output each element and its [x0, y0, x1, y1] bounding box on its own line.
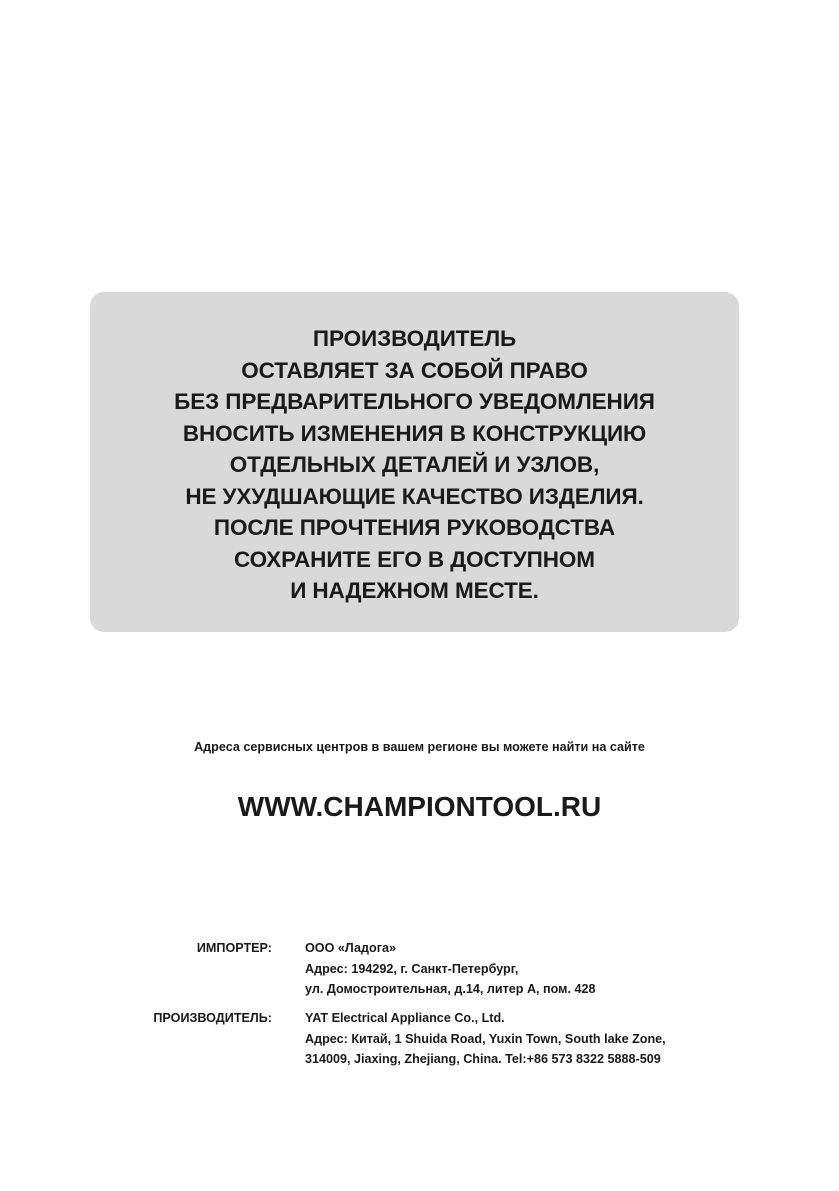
manufacturer-line: Адрес: Китай, 1 Shuida Road, Yuxin Town, South lake Zone, — [305, 1031, 666, 1046]
notice-text — [90, 323, 739, 607]
notice-line: ПОСЛЕ ПРОЧТЕНИЯ РУКОВОДСТВА — [213, 515, 616, 540]
manufacturer-label: ПРОИЗВОДИТЕЛЬ: — [153, 1011, 272, 1025]
importer-line: Адрес: 194292, г. Санкт-Петербург, — [305, 961, 519, 976]
notice-line: СОХРАНИТЕ ЕГО В ДОСТУПНОМ — [234, 546, 595, 572]
importer-line: ООО «Ладога» — [305, 941, 396, 955]
service-centers-text: Адреса сервисных центров в вашем регионе вы можете найти на сайте — [194, 740, 645, 754]
notice-box — [90, 292, 739, 632]
importer-details — [305, 938, 596, 1000]
importer-line: ул. Домостроительная, д.14, литер А, пом. 428 — [305, 982, 596, 996]
notice-line: ПРОИЗВОДИТЕЛЬ — [312, 326, 517, 351]
notice-line: НЕ УХУДШАЮЩИЕ КАЧЕСТВО ИЗДЕЛИЯ. — [185, 483, 644, 509]
notice-line: И НАДЕЖНОМ МЕСТЕ. — [290, 578, 539, 603]
website-link[interactable]: WWW.CHAMPIONTOOL.RU — [237, 791, 602, 822]
manufacturer-line: YAT Electrical Appliance Co., Ltd. — [305, 1011, 505, 1025]
manufacturer-details — [305, 1008, 666, 1070]
manufacturer-line: 314009, Jiaxing, Zhejiang, China. Tel:+86 573 8322 5888-509 — [305, 1052, 661, 1066]
importer-label: ИМПОРТЕР: — [196, 941, 272, 955]
notice-line: БЕЗ ПРЕДВАРИТЕЛЬНОГО УВЕДОМЛЕНИЯ — [174, 389, 655, 414]
notice-line: ВНОСИТЬ ИЗМЕНЕНИЯ В КОНСТРУКЦИЮ — [182, 420, 647, 446]
notice-line: ОСТАВЛЯЕТ ЗА СОБОЙ ПРАВО — [241, 357, 588, 383]
notice-line: ОТДЕЛЬНЫХ ДЕТАЛЕЙ И УЗЛОВ, — [229, 452, 600, 477]
